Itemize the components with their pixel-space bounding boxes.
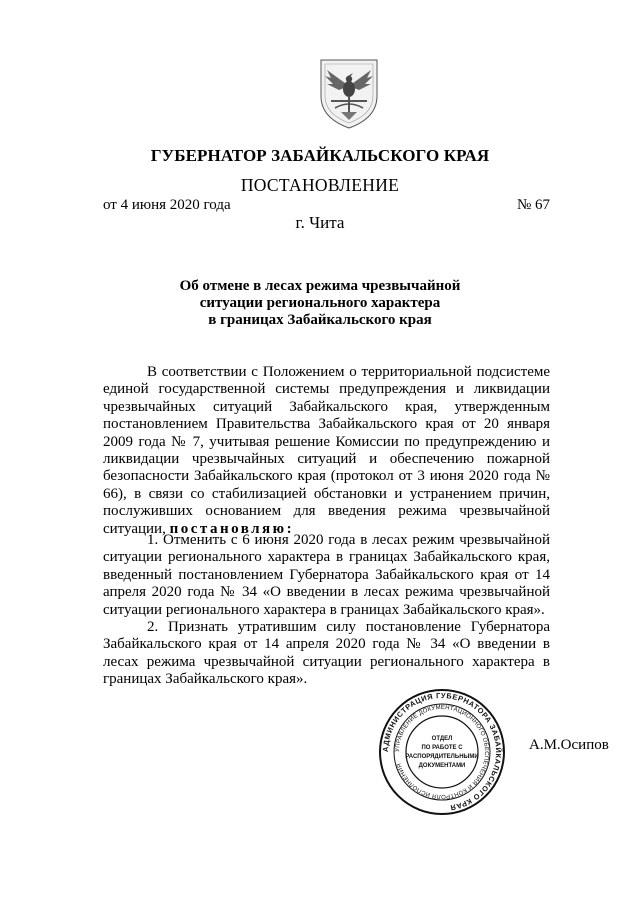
issuing-authority: ГУБЕРНАТОР ЗАБАЙКАЛЬСКОГО КРАЯ xyxy=(150,146,490,165)
item-2-text: 2. Признать утратившим силу постановление Губернатора Забайкальского края от 14 апреля 2020 года № 34 «О введении в лесах режима чрезвычайной ситуации регионального характера в границах Забайкальского края». xyxy=(103,619,550,688)
item-1-paragraph xyxy=(103,532,550,619)
official-stamp xyxy=(378,688,506,816)
preamble-paragraph xyxy=(103,364,550,538)
svg-text:УПРАВЛЕНИЕ ДОКУМЕНТАЦИОННОГО О xyxy=(395,705,489,799)
document-type: ПОСТАНОВЛЕНИЕ xyxy=(240,175,400,195)
signatory-name: А.М.Осипов xyxy=(529,737,609,753)
coat-of-arms-emblem xyxy=(317,56,381,130)
document-city: г. Чита xyxy=(295,213,345,232)
title-line-3: в границах Забайкальского края xyxy=(208,312,432,328)
item-1-text: 1. Отменить с 6 июня 2020 года в лесах режим чрезвычайной ситуации регионального характера в границах Забайкальского края, введенный постановлением Губернатора Забайкальского края от 14 апреля 2020 года № 34 «О введении в лесах режима чрезвычайной ситуации регионального характера в границах Забайкальского края». xyxy=(103,532,550,618)
preamble-text: В соответствии с Положением о территориальной подсистеме единой государственной системы предупреждения и ликвидации чрезвычайных ситуаций Забайкальского края, утвержденным постановлением Правительства Забайкальского края от 20 января 2009 года № 7, учитывая решение Комиссии по предупреждению и ликвидации чрезвычайных ситуаций и обеспечению пожарной безопасности Забайкальского края (протокол от 3 июня 2020 года № 66), в связи со стабилизацией обстановки и устранением причин, послуживших основанием для введения режима чрезвычайной ситуации, xyxy=(103,364,550,537)
stamp-center-line-3: РАСПОРЯДИТЕЛЬНЫМИ xyxy=(405,754,479,760)
stamp-center-line-1: ОТДЕЛ xyxy=(431,736,453,742)
title-line-2: ситуации регионального характера xyxy=(199,295,441,311)
stamp-center-line-4: ДОКУМЕНТАМИ xyxy=(418,763,466,769)
document-date: от 4 июня 2020 года xyxy=(103,197,231,213)
item-2-paragraph xyxy=(103,619,550,689)
stamp-inner-text: УПРАВЛЕНИЕ ДОКУМЕНТАЦИОННОГО ОБЕСПЕЧЕНИЯ И КОНТРОЛЯ ИСПОЛНЕНИЯ xyxy=(394,704,490,800)
title-line-1: Об отмене в лесах режима чрезвычайной xyxy=(179,278,461,294)
decree-word: постановляю: xyxy=(169,520,295,537)
document-title xyxy=(0,278,640,329)
stamp-center-line-2: ПО РАБОТЕ С xyxy=(421,745,463,751)
stamp-outer-text: АДМИНИСТРАЦИЯ ГУБЕРНАТОРА ЗАБАЙКАЛЬСКОГО КРАЯ xyxy=(380,690,504,813)
document-number: № 67 xyxy=(516,197,550,213)
